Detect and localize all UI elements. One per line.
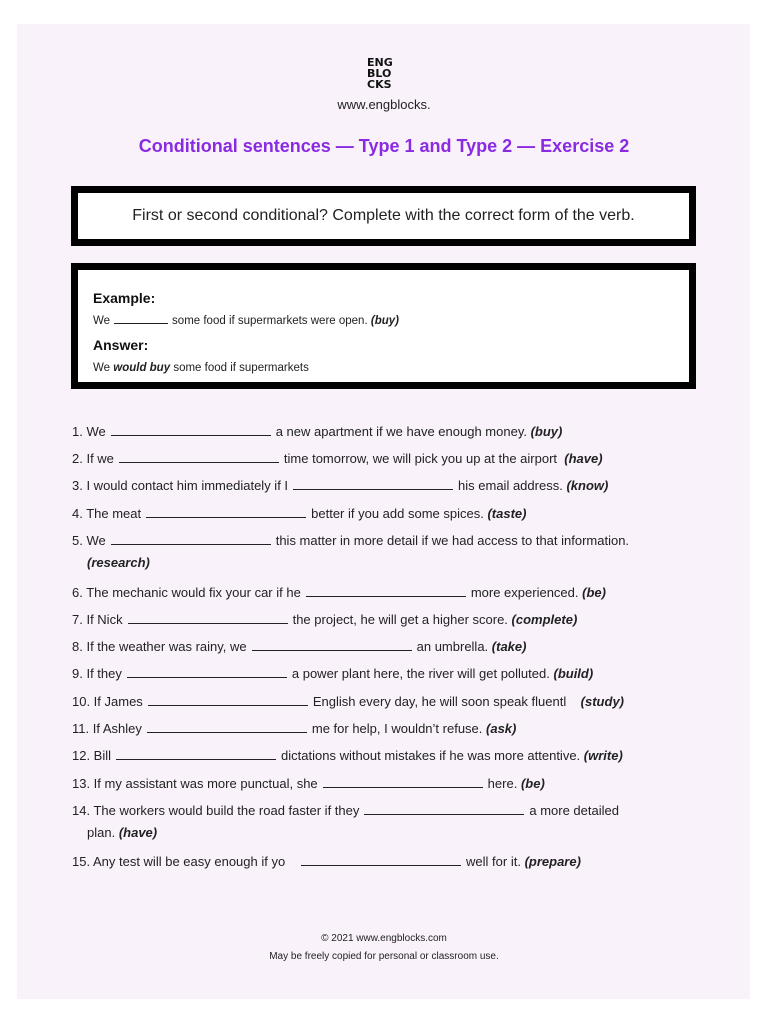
answer-blank[interactable] (323, 775, 483, 788)
item-post: a power plant here, the river will get polluted. (291, 666, 550, 681)
verb-hint: (know) (566, 478, 609, 493)
item-post: here. (487, 776, 518, 791)
engblocks-logo (367, 57, 401, 90)
example-hint: (buy) (370, 315, 399, 327)
item-post: dictations without mistakes if he was more attentive. (281, 748, 581, 763)
item-pre: 11. If Ashley (72, 721, 142, 736)
item-post: an umbrella. (416, 639, 489, 654)
verb-hint: (write) (583, 748, 623, 763)
answer-blank[interactable] (252, 638, 412, 651)
exercise-item (72, 775, 545, 791)
answer-blank[interactable] (364, 802, 524, 815)
item-pre: 8. If the weather was rainy, we (72, 639, 247, 654)
footer-copyright: © 2021 www.engblocks.com (321, 933, 447, 944)
item-post: a new apartment if we have enough money. (275, 424, 527, 439)
answer-blank[interactable] (127, 665, 287, 678)
page-title: Conditional sentences — Type 1 and Type 2 — Exercise 2 (138, 136, 630, 156)
answer-blank[interactable] (293, 477, 453, 490)
item-cont: plan. (87, 825, 116, 840)
verb-hint: (prepare) (524, 854, 581, 869)
site-url: www.engblocks. (337, 97, 431, 112)
example-post: some food if supermarkets were open. (172, 315, 368, 327)
verb-hint: (research) (87, 555, 150, 570)
exercise-item (72, 638, 526, 654)
verb-hint: (have) (564, 451, 603, 466)
logo-line: CKS (367, 78, 392, 91)
exercise-item (72, 423, 562, 439)
exercise-item (72, 720, 516, 736)
instruction-text: First or second conditional? Complete with the correct form of the verb. (132, 207, 635, 224)
item-pre: 12. Bill (72, 748, 112, 763)
item-pre: 4. The meat (72, 506, 142, 521)
item-post: me for help, I wouldn’t refuse. (311, 721, 483, 736)
exercise-item-continued (87, 555, 150, 570)
item-pre: 6. The mechanic would fix your car if he (72, 585, 301, 600)
verb-hint: (study) (580, 694, 625, 709)
answer-pre: We (93, 362, 111, 374)
exercise-item (72, 853, 581, 869)
example-sentence (93, 313, 399, 327)
exercise-item-continued (87, 825, 157, 840)
item-pre: 1. We (72, 424, 106, 439)
exercise-item (72, 802, 619, 818)
item-post: the project, he will get a higher score. (292, 612, 508, 627)
exercise-item (72, 665, 593, 681)
item-post: a more detailed (529, 803, 619, 818)
verb-hint: (be) (582, 585, 606, 600)
item-post: English every day, he will soon speak fluentl (312, 694, 567, 709)
item-post: time tomorrow, we will pick you up at the airport (283, 451, 558, 466)
exercise-item (72, 532, 629, 548)
verb-hint: (buy) (530, 424, 563, 439)
exercise-item (72, 747, 623, 763)
exercise-item (72, 450, 603, 466)
item-post: his email address. (458, 478, 563, 493)
item-pre: 9. If they (72, 666, 122, 681)
verb-hint: (ask) (486, 721, 517, 736)
exercise-item (72, 693, 624, 709)
answer-blank[interactable] (301, 853, 461, 866)
verb-hint: (have) (118, 825, 158, 840)
item-pre: 3. I would contact him immediately if I (72, 478, 289, 493)
logo-line: BLO (367, 67, 392, 80)
item-post: more experienced. (470, 585, 579, 600)
exercise-item (72, 477, 608, 493)
verb-hint: (be) (520, 776, 545, 791)
footer-license: May be freely copied for personal or classroom use. (269, 951, 499, 962)
item-post: well for it. (466, 854, 521, 869)
verb-hint: (take) (491, 639, 527, 654)
answer-blank[interactable] (111, 532, 271, 545)
logo-line: ENG (367, 56, 393, 69)
answer-blank[interactable] (116, 747, 276, 760)
item-pre: 15. Any test will be easy enough if yo (72, 854, 286, 869)
answer-label: Answer: (93, 337, 149, 353)
item-post: this matter in more detail if we had access to that information. (275, 533, 630, 548)
example-label: Example: (93, 290, 156, 306)
answer-blank[interactable] (147, 720, 307, 733)
answer-blank[interactable] (111, 423, 271, 436)
verb-hint: (build) (553, 666, 594, 681)
example-blank (114, 313, 168, 324)
item-pre: 5. We (72, 533, 106, 548)
item-pre: 14. The workers would build the road faster if they (72, 803, 360, 818)
answer-bold: would buy (113, 362, 171, 374)
answer-blank[interactable] (148, 693, 308, 706)
exercise-item (72, 584, 606, 600)
example-pre: We (93, 315, 111, 327)
item-pre: 13. If my assistant was more punctual, she (72, 776, 318, 791)
exercise-item (72, 505, 526, 521)
answer-post: some food if supermarkets (173, 362, 309, 374)
item-pre: 7. If Nick (72, 612, 123, 627)
example-box (71, 263, 696, 389)
exercise-item (72, 611, 577, 627)
verb-hint: (complete) (511, 612, 578, 627)
item-pre: 2. If we (72, 451, 114, 466)
verb-hint: (taste) (487, 506, 527, 521)
answer-blank[interactable] (146, 505, 306, 518)
item-pre: 10. If James (72, 694, 143, 709)
answer-blank[interactable] (128, 611, 288, 624)
answer-blank[interactable] (306, 584, 466, 597)
instruction-box (71, 186, 696, 246)
answer-sentence (93, 362, 309, 374)
answer-blank[interactable] (119, 450, 279, 463)
item-post: better if you add some spices. (311, 506, 484, 521)
